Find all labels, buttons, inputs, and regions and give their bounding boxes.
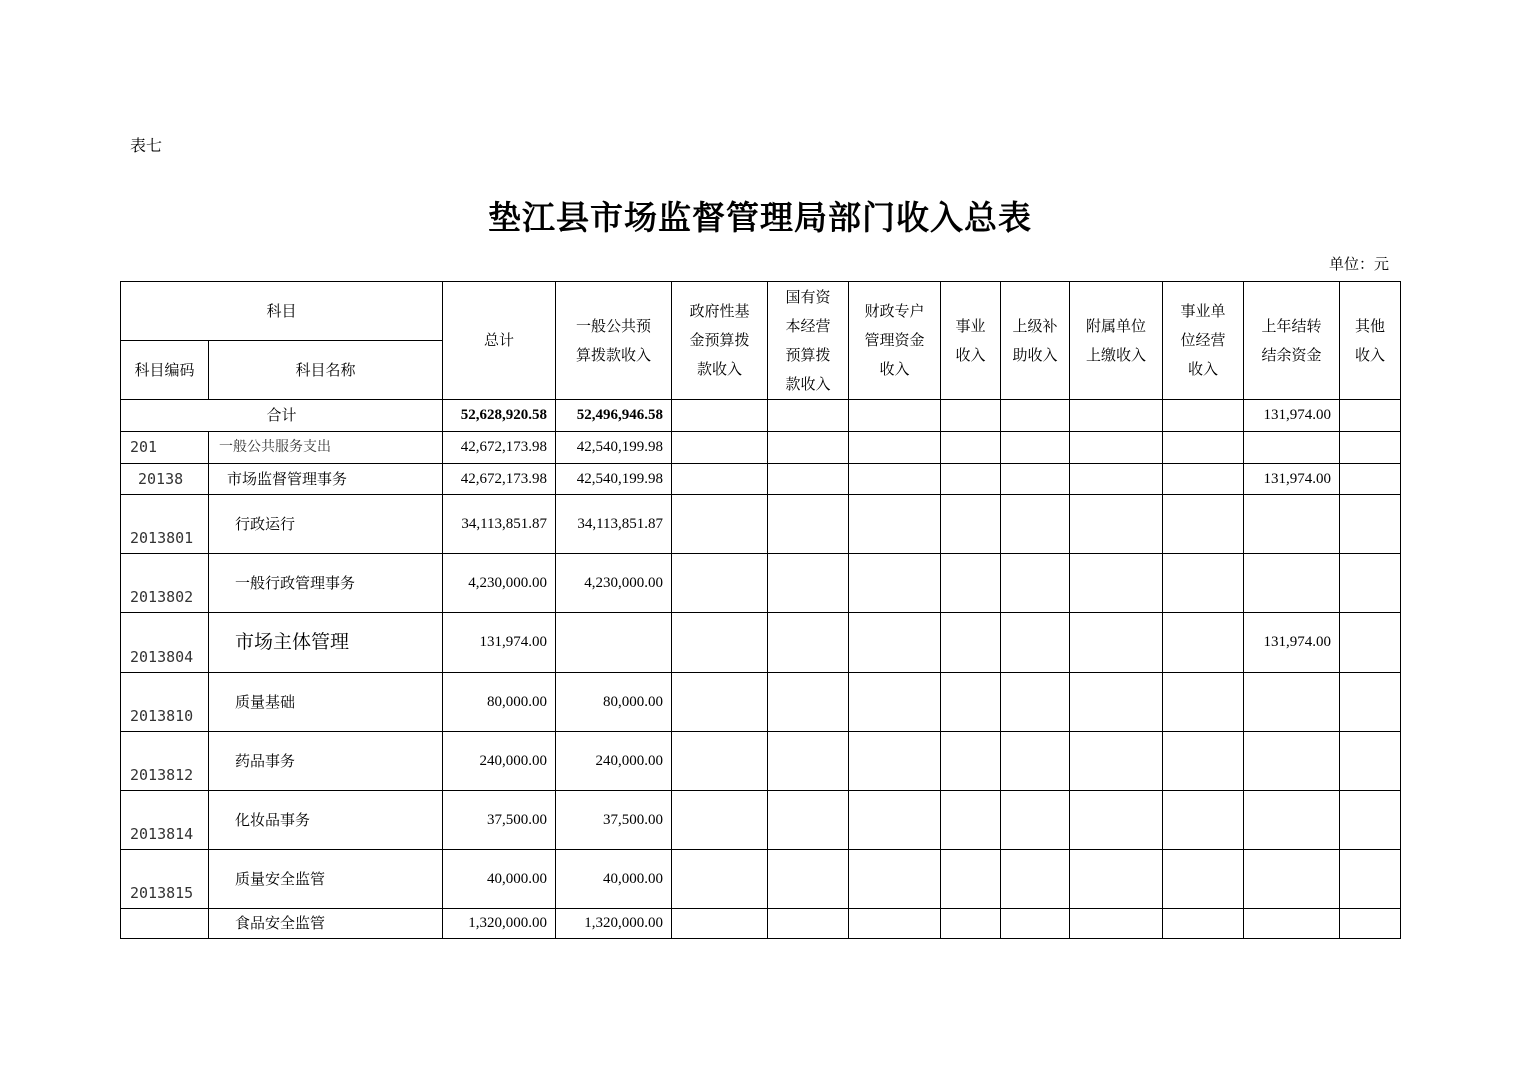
total-general-budget: 52,496,946.58: [556, 400, 672, 432]
row-total: 34,113,851.87: [443, 495, 556, 554]
row-general-budget: [556, 613, 672, 673]
subject-name: 一般公共服务支出: [209, 432, 443, 464]
header-line: 事业单: [1180, 302, 1226, 320]
header-line: 国有资: [785, 287, 831, 306]
subject-code: 201: [121, 432, 209, 464]
subject-code: 2013814: [121, 791, 209, 850]
row-total: 1,320,000.00: [443, 909, 556, 939]
row-carryover: [1244, 495, 1340, 554]
header-line: 算拨款收入: [576, 345, 652, 364]
table-row: [121, 791, 1401, 850]
unit-label: 单位：元: [1328, 255, 1389, 273]
header-line: 位经营: [1180, 331, 1226, 349]
row-general-budget: 240,000.00: [556, 732, 672, 791]
header-line: 助收入: [1012, 345, 1058, 364]
subject-code: 20138: [121, 464, 209, 495]
header-finance-special: [849, 282, 941, 400]
subject-name: 一般行政管理事务: [209, 554, 443, 613]
row-total: 42,672,173.98: [443, 464, 556, 495]
header-line: 收入: [1355, 345, 1386, 364]
header-subject-code: 科目编码: [121, 341, 209, 400]
subject-code: 2013812: [121, 732, 209, 791]
table-row: [121, 732, 1401, 791]
header-subject: 科目: [121, 282, 443, 341]
header-affiliated: [1070, 282, 1163, 400]
table-row: [121, 432, 1401, 464]
row-total: 131,974.00: [443, 613, 556, 673]
header-subject-name: 科目名称: [209, 341, 443, 400]
header-line: 金预算拨: [689, 331, 750, 349]
row-general-budget: 37,500.00: [556, 791, 672, 850]
row-carryover: 131,974.00: [1244, 464, 1340, 495]
subject-name: 质量安全监管: [209, 850, 443, 909]
table-row: [121, 673, 1401, 732]
row-total: 80,000.00: [443, 673, 556, 732]
header-other: [1340, 282, 1401, 400]
total-label: 合计: [121, 400, 443, 432]
subject-name: 行政运行: [209, 495, 443, 554]
row-general-budget: 34,113,851.87: [556, 495, 672, 554]
row-carryover: [1244, 673, 1340, 732]
header-line: 收入: [879, 360, 910, 378]
subject-code: 2013810: [121, 673, 209, 732]
subject-name: 食品安全监管: [209, 909, 443, 939]
header-line: 财政专户: [864, 302, 925, 320]
table-row: [121, 495, 1401, 554]
header-total: 总计: [443, 282, 556, 400]
row-carryover: [1244, 732, 1340, 791]
row-total: 42,672,173.98: [443, 432, 556, 464]
table-row: [121, 554, 1401, 613]
header-line: 预算拨: [785, 345, 831, 364]
total-row: [121, 400, 1401, 432]
header-line: 款收入: [785, 374, 831, 393]
subject-name: 市场监督管理事务: [209, 464, 443, 495]
row-general-budget: 40,000.00: [556, 850, 672, 909]
row-carryover: [1244, 909, 1340, 939]
table-row: [121, 909, 1401, 939]
header-state-capital: [768, 282, 849, 400]
header-line: 本经营: [785, 316, 831, 335]
header-carryover: [1244, 282, 1340, 400]
header-line: 上级补: [1012, 316, 1058, 335]
subject-name: 市场主体管理: [209, 613, 443, 673]
subject-code: 2013802: [121, 554, 209, 613]
table-row: [121, 464, 1401, 495]
row-general-budget: 1,320,000.00: [556, 909, 672, 939]
subject-name: 药品事务: [209, 732, 443, 791]
row-carryover: 131,974.00: [1244, 613, 1340, 673]
row-total: 4,230,000.00: [443, 554, 556, 613]
header-line: 政府性基: [689, 302, 750, 320]
row-general-budget: 4,230,000.00: [556, 554, 672, 613]
header-line: 附属单位: [1086, 316, 1147, 335]
table-row: [121, 613, 1401, 673]
row-general-budget: 80,000.00: [556, 673, 672, 732]
row-total: 240,000.00: [443, 732, 556, 791]
row-carryover: [1244, 554, 1340, 613]
row-carryover: [1244, 791, 1340, 850]
subject-code: 2013801: [121, 495, 209, 554]
header-line: 一般公共预: [576, 316, 652, 335]
row-general-budget: 42,540,199.98: [556, 464, 672, 495]
header-general-budget: [556, 282, 672, 400]
subject-name: 化妆品事务: [209, 791, 443, 850]
subject-name: 质量基础: [209, 673, 443, 732]
subject-code: 2013804: [121, 613, 209, 673]
header-business-operation: [1163, 282, 1244, 400]
row-carryover: [1244, 850, 1340, 909]
row-carryover: [1244, 432, 1340, 464]
row-general-budget: 42,540,199.98: [556, 432, 672, 464]
header-line: 上缴收入: [1086, 345, 1147, 364]
header-line: 其他: [1355, 316, 1386, 335]
table-row: [121, 850, 1401, 909]
table-label: 表七: [130, 136, 163, 155]
subject-code: [121, 909, 209, 939]
total-amount: 52,628,920.58: [443, 400, 556, 432]
header-business: [941, 282, 1001, 400]
total-carryover: 131,974.00: [1244, 400, 1340, 432]
header-line: 结余资金: [1261, 345, 1322, 364]
subject-code: 2013815: [121, 850, 209, 909]
header-gov-fund: [672, 282, 768, 400]
header-line: 事业: [955, 316, 986, 335]
income-summary-table: [120, 281, 1401, 939]
header-line: 上年结转: [1261, 316, 1322, 335]
header-superior-subsidy: [1001, 282, 1070, 400]
header-line: 款收入: [697, 360, 743, 378]
page-title: 垫江县市场监督管理局部门收入总表: [488, 198, 1032, 237]
header-line: 收入: [1188, 360, 1219, 378]
header-line: 收入: [955, 345, 986, 364]
row-total: 40,000.00: [443, 850, 556, 909]
row-total: 37,500.00: [443, 791, 556, 850]
header-line: 管理资金: [864, 331, 925, 349]
